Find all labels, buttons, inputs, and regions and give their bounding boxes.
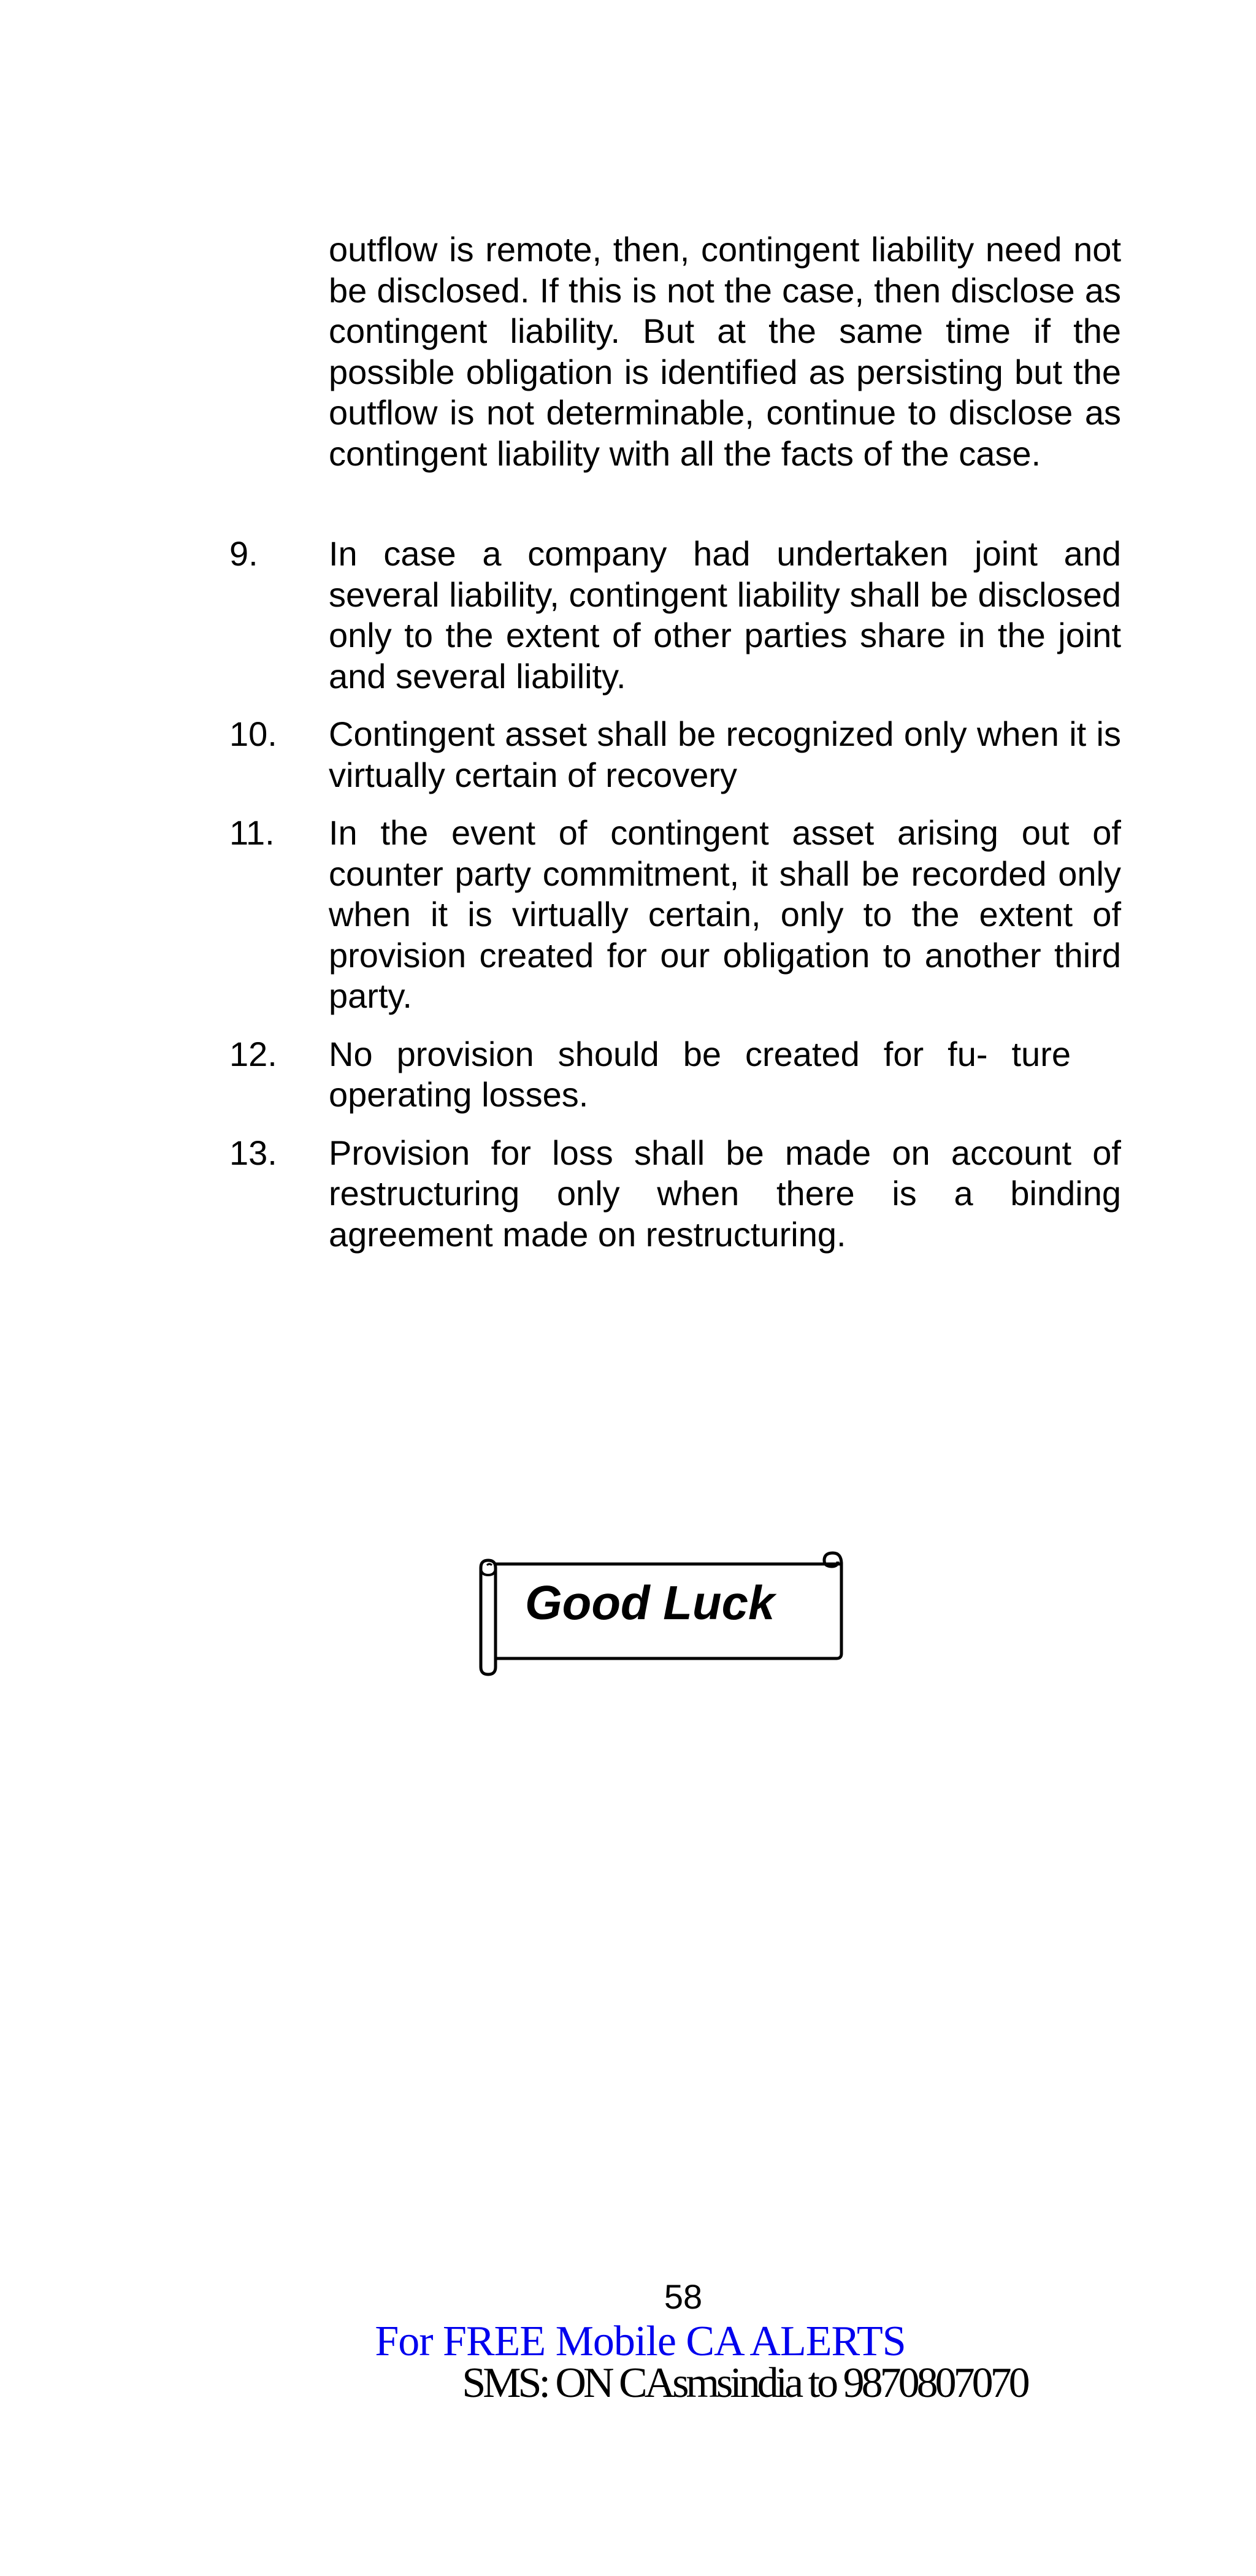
list-item xyxy=(227,714,1122,795)
sms-line xyxy=(117,2359,1256,2408)
list-item xyxy=(227,1034,1122,1116)
list-item-text: In case a company had undertaken joint and several liability, contingent liability shall be disclosed only to the extent of other parties share in the joint and several liability. xyxy=(329,534,1121,696)
list-item-number: 13. xyxy=(229,1133,277,1172)
list-item-number: 12. xyxy=(229,1034,277,1073)
numbered-list xyxy=(227,534,1122,1272)
banner-text: Good Luck xyxy=(525,1576,775,1630)
list-item-text: No provision should be created for fu- ture operating losses. xyxy=(329,1034,1071,1114)
list-item xyxy=(227,534,1122,697)
list-item-text: Provision for loss shall be made on account of restructuring only when there is a binding agreement made on restructuring. xyxy=(329,1133,1121,1254)
sms-text: SMS: ON CAsmsindia to 9870807070 xyxy=(462,2359,1027,2407)
free-alerts-link[interactable]: For FREE Mobile CA ALERTS xyxy=(375,2318,906,2365)
list-item xyxy=(227,813,1122,1017)
list-item-number: 11. xyxy=(229,813,275,852)
list-item-text: Contingent asset shall be recognized only when it is virtually certain of recovery xyxy=(329,715,1121,794)
continued-paragraph: outflow is remote, then, contingent liability need not be disclosed. If this is not the case, then disclose as contingent liability. But at the same time if the possible obligation is identified as persisting but the outflow is not determinable, continue to disclose as contingent liability with all the facts of the case. xyxy=(329,230,1121,473)
list-item-number: 9. xyxy=(229,534,258,573)
list-item-number: 10. xyxy=(229,715,277,753)
good-luck-banner xyxy=(472,1546,859,1681)
list-item xyxy=(227,1133,1122,1255)
page-number-text: 58 xyxy=(664,2277,703,2316)
list-item-text: In the event of contingent asset arising out of counter party commitment, it shall be recorded only when it is virtually certain, only to the extent of provision created for our obligation to another third party. xyxy=(329,813,1121,1015)
page-number xyxy=(55,2277,1256,2317)
